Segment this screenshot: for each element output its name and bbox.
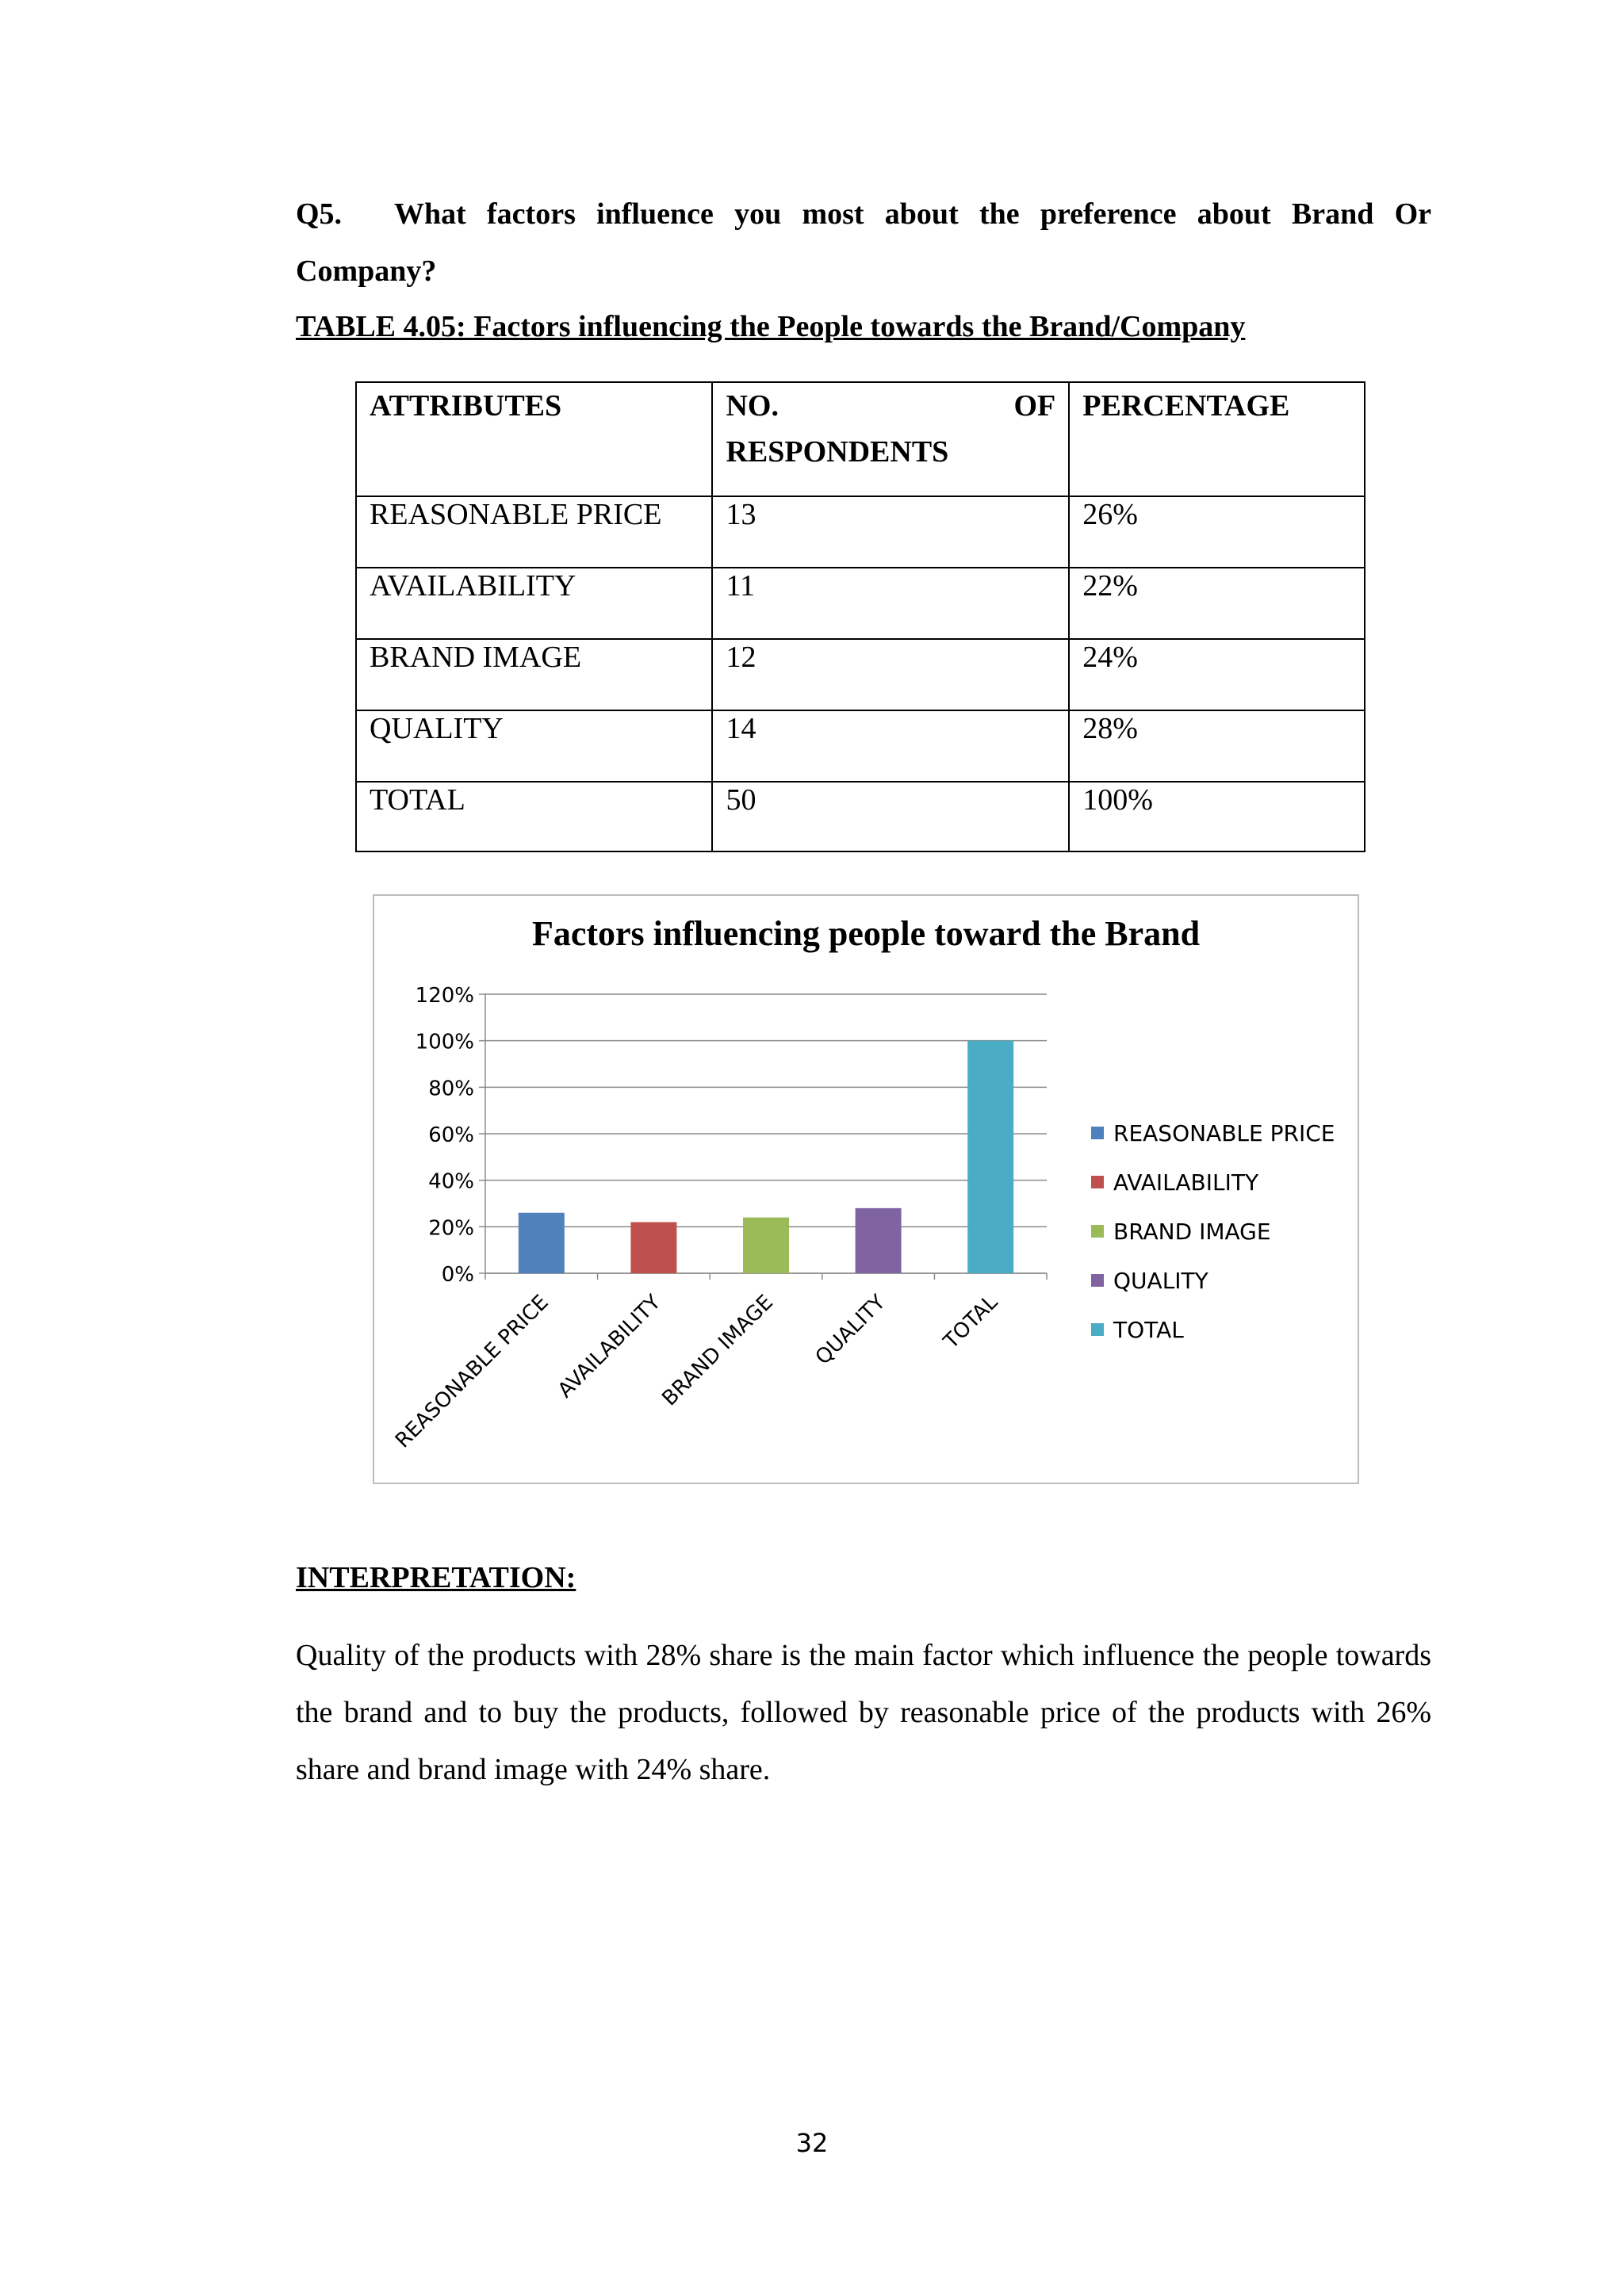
legend-item — [1091, 1207, 1335, 1256]
x-tick-label: TOTAL — [939, 1290, 1003, 1354]
cell-percentage: 28% — [1069, 710, 1365, 782]
header-respondents-of: OF — [1013, 389, 1056, 423]
cell-attribute: QUALITY — [356, 710, 712, 782]
cell-respondents: 12 — [712, 639, 1069, 710]
bar-reasonable-price — [519, 1213, 565, 1273]
cell-attribute: BRAND IMAGE — [356, 639, 712, 710]
cell-respondents: 13 — [712, 496, 1069, 568]
question-text-continued: Company? — [296, 254, 437, 288]
cell-respondents: 11 — [712, 568, 1069, 639]
legend-item — [1091, 1108, 1335, 1158]
cell-respondents: 14 — [712, 710, 1069, 782]
legend-item — [1091, 1158, 1335, 1207]
chart-title: Factors influencing people toward the Brand — [531, 914, 1201, 953]
cell-percentage: 22% — [1069, 568, 1365, 639]
legend-label: TOTAL — [1113, 1316, 1184, 1343]
x-tick-label: BRAND IMAGE — [657, 1290, 778, 1411]
interpretation-heading: INTERPRETATION: — [296, 1561, 576, 1594]
x-tick-label: AVAILABILITY — [553, 1290, 666, 1403]
legend-label: QUALITY — [1113, 1267, 1208, 1294]
table-header-row — [356, 382, 1365, 496]
chart — [373, 894, 1359, 1484]
page-number: 32 — [795, 2128, 829, 2158]
header-respondents — [712, 382, 1069, 496]
cell-percentage: 26% — [1069, 496, 1365, 568]
cell-attribute: TOTAL — [356, 782, 712, 851]
legend-item — [1091, 1256, 1335, 1305]
table-row — [356, 568, 1365, 639]
legend-swatch — [1091, 1274, 1104, 1287]
legend-item — [1091, 1305, 1335, 1354]
question-number: Q5. — [296, 197, 343, 231]
header-respondents-no: NO. — [726, 389, 779, 423]
interpretation-text: Quality of the products with 28% share is the main factor which influence the people towards the brand and to buy the products, followed by reasonable price of the products with 26% share and brand image with 24% share. — [296, 1639, 1431, 1786]
chart-legend — [1091, 1108, 1335, 1354]
y-tick-label: 100% — [415, 1030, 474, 1054]
data-table — [355, 381, 1365, 852]
legend-swatch — [1091, 1323, 1104, 1336]
bar-quality — [856, 1208, 902, 1273]
legend-swatch — [1091, 1127, 1104, 1139]
y-tick-label: 60% — [428, 1123, 474, 1147]
header-attributes: ATTRIBUTES — [356, 382, 712, 496]
table-title: TABLE 4.05: Factors influencing the People towards the Brand/Company — [296, 310, 1246, 343]
legend-swatch — [1091, 1176, 1104, 1188]
legend-label: REASONABLE PRICE — [1113, 1119, 1335, 1146]
legend-swatch — [1091, 1225, 1104, 1238]
y-tick-label: 0% — [441, 1263, 474, 1287]
table-row — [356, 496, 1365, 568]
cell-respondents: 50 — [712, 782, 1069, 851]
legend-label: BRAND IMAGE — [1113, 1218, 1271, 1245]
y-tick-label: 80% — [428, 1077, 474, 1101]
x-tick-label: REASONABLE PRICE — [391, 1290, 553, 1453]
y-tick-label: 20% — [428, 1216, 474, 1241]
bar-brand-image — [743, 1218, 789, 1273]
header-percentage: PERCENTAGE — [1069, 382, 1365, 496]
legend-label: AVAILABILITY — [1113, 1169, 1259, 1196]
y-tick-label: 40% — [428, 1169, 474, 1194]
question-text: What factors influence you most about the preference about Brand Or — [394, 197, 1431, 231]
cell-percentage: 24% — [1069, 639, 1365, 710]
table-row — [356, 710, 1365, 782]
table-row — [356, 639, 1365, 710]
bar-availability — [630, 1222, 676, 1273]
x-tick-label: QUALITY — [810, 1290, 891, 1370]
cell-percentage: 100% — [1069, 782, 1365, 851]
y-tick-label: 120% — [415, 984, 474, 1008]
header-respondents-word: RESPONDENTS — [726, 435, 949, 469]
cell-attribute: AVAILABILITY — [356, 568, 712, 639]
table-row-total — [356, 782, 1365, 851]
cell-attribute: REASONABLE PRICE — [356, 496, 712, 568]
bar-total — [967, 1041, 1013, 1273]
